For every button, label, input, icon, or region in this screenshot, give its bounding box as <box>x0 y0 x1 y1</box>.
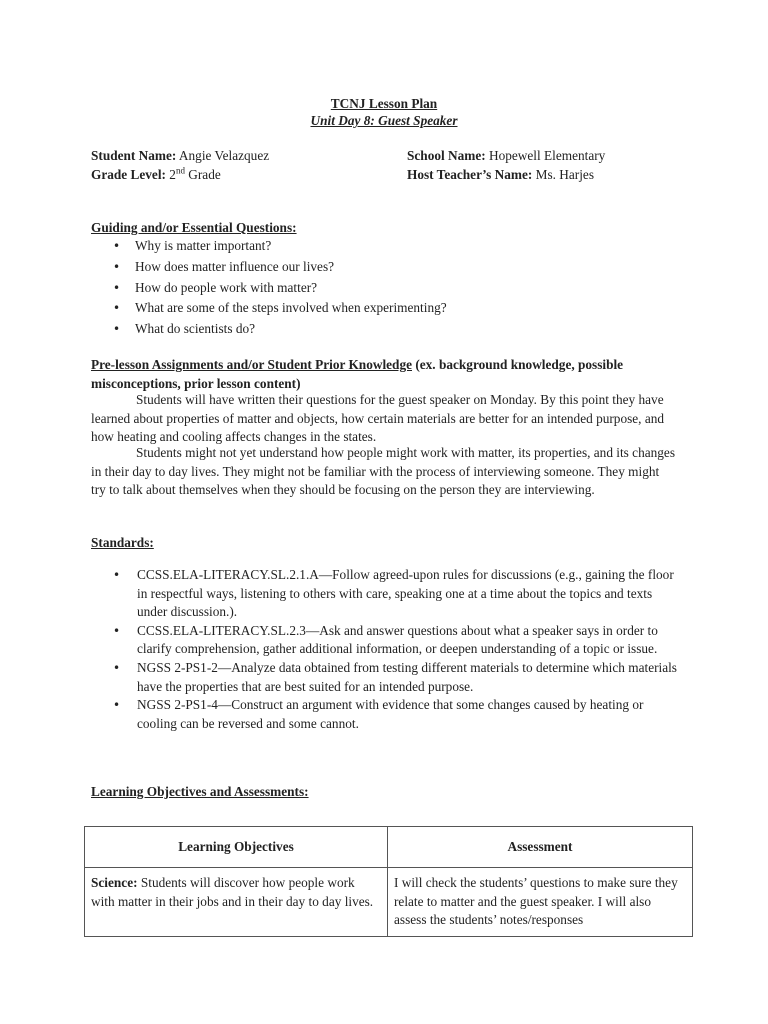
list-item: • NGSS 2-PS1-4—Construct an argument with evidence that some changes caused by heating or cooling can be reversed and some cannot. <box>113 696 683 733</box>
host-teacher-label: Host Teacher’s Name: <box>407 167 533 182</box>
column-header-assessment: Assessment <box>388 827 693 868</box>
list-item: • CCSS.ELA-LITERACY.SL.2.3—Ask and answer questions about what a speaker says in order to clarify comprehension, gather additional information, or deepen understanding of a topic or issue. <box>113 622 683 659</box>
objective-cell <box>85 868 388 937</box>
objective-text: Students will discover how people work with matter in their jobs and in their day to day lives. <box>91 875 374 909</box>
list-item: • CCSS.ELA-LITERACY.SL.2.1.A—Follow agreed-upon rules for discussions (e.g., gaining the floor in respectful ways, listening to others with care, speaking one at a time about the topics and texts under discussion.). <box>113 566 683 622</box>
objectives-table <box>84 826 693 937</box>
prelesson-heading-note: (ex. background knowledge, possible misconceptions, prior lesson content) <box>91 357 624 391</box>
list-item: • What do scientists do? <box>113 320 693 341</box>
standards-heading: Standards: <box>91 535 154 550</box>
table-header-row <box>85 827 693 868</box>
student-name-label: Student Name: <box>91 148 177 163</box>
objectives-heading: Learning Objectives and Assessments: <box>91 784 309 799</box>
grade-number: 2 <box>169 167 176 182</box>
guiding-questions-list <box>113 237 693 341</box>
list-item: • NGSS 2-PS1-2—Analyze data obtained from testing different materials to determine which materials have the properties that are best suited for an intended purpose. <box>113 659 683 696</box>
host-teacher-value: Ms. Harjes <box>535 167 594 182</box>
prelesson-paragraph-1: Students will have written their questions for the guest speaker on Monday. By this point they have learned about properties of matter and objects, how certain materials are better for an intended purpose, and how heating and cooling affects changes in the states. <box>91 392 665 445</box>
prelesson-paragraph-2: Students might not yet understand how people might work with matter, its properties, and its changes in their day to day lives. They might not be familiar with the process of interviewing someone. They might try to talk about themselves when they should be focusing on the person they are interviewing. <box>91 445 676 498</box>
school-name-line <box>407 147 605 166</box>
list-item: • How does matter influence our lives? <box>113 258 693 279</box>
document-subtitle: Unit Day 8: Guest Speaker <box>310 113 458 128</box>
grade-word: Grade <box>188 167 221 182</box>
grade-level-line <box>91 166 221 185</box>
column-header-objectives: Learning Objectives <box>85 827 388 868</box>
prelesson-heading-main: Pre-lesson Assignments and/or Student Prior Knowledge <box>91 357 412 372</box>
document-title: TCNJ Lesson Plan <box>330 96 438 111</box>
table-row <box>85 868 693 937</box>
assessment-cell: I will check the students’ questions to make sure they relate to matter and the guest speaker. I will also assess the students’ notes/responses <box>388 868 693 937</box>
prelesson-heading <box>91 356 676 393</box>
objective-label: Science: <box>91 875 138 890</box>
student-name-line <box>91 147 269 166</box>
list-item: • What are some of the steps involved when experimenting? <box>113 299 693 320</box>
student-name-value: Angie Velazquez <box>178 148 270 163</box>
grade-suffix: nd <box>175 165 185 176</box>
list-item: • How do people work with matter? <box>113 279 693 300</box>
grade-level-value <box>169 167 220 182</box>
grade-level-label: Grade Level: <box>91 167 166 182</box>
standards-list <box>113 566 683 733</box>
guiding-questions-heading: Guiding and/or Essential Questions: <box>91 220 297 235</box>
school-name-label: School Name: <box>407 148 486 163</box>
list-item: • Why is matter important? <box>113 237 693 258</box>
school-name-value: Hopewell Elementary <box>489 148 606 163</box>
host-teacher-line <box>407 166 594 185</box>
